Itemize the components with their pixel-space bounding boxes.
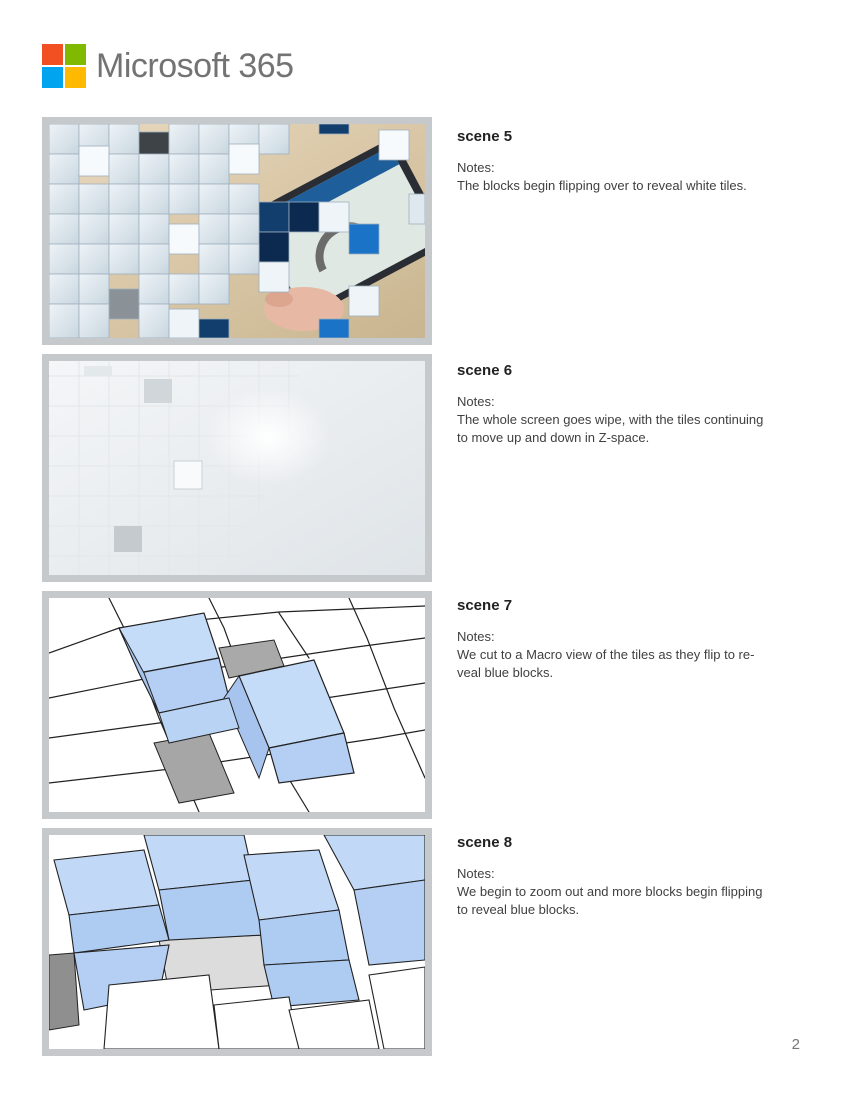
scene-8-notes-text: We begin to zoom out and more blocks begin flipping to reveal blue blocks. (457, 884, 763, 917)
scene-6-storyboard-frame (42, 354, 432, 582)
scene-7-image (49, 598, 425, 812)
scene-8-notes (457, 834, 802, 919)
scene-6-notes-label: Notes: (457, 394, 495, 409)
scene-5-image (49, 124, 425, 338)
scene-5-notes-label: Notes: (457, 160, 495, 175)
page-number: 2 (791, 1036, 800, 1053)
scene-8-image (49, 835, 425, 1049)
scene-7-notes (457, 597, 802, 682)
scene-6-title: scene 6 (457, 362, 513, 379)
scene-5-storyboard-frame (42, 117, 432, 345)
scene-6-notes-text: The whole screen goes wipe, with the tiles continuing to move up and down in Z-space. (457, 412, 764, 445)
scene-7-storyboard-frame (42, 591, 432, 819)
scene-6-notes (457, 362, 802, 447)
scene-5-title: scene 5 (457, 128, 513, 145)
microsoft-logo-icon (42, 44, 86, 88)
logo-text: Microsoft 365 (96, 46, 294, 85)
scene-7-notes-text: We cut to a Macro view of the tiles as they flip to re- veal blue blocks. (457, 647, 755, 680)
scene-8-title: scene 8 (457, 834, 513, 851)
microsoft-365-logo (42, 43, 294, 89)
scene-7-notes-label: Notes: (457, 629, 495, 644)
scene-8-notes-label: Notes: (457, 866, 495, 881)
scene-5-notes-text: The blocks begin flipping over to reveal white tiles. (457, 178, 747, 193)
scene-5-notes (457, 128, 802, 195)
scene-6-image (49, 361, 425, 575)
scene-7-title: scene 7 (457, 597, 513, 614)
scene-8-storyboard-frame (42, 828, 432, 1056)
